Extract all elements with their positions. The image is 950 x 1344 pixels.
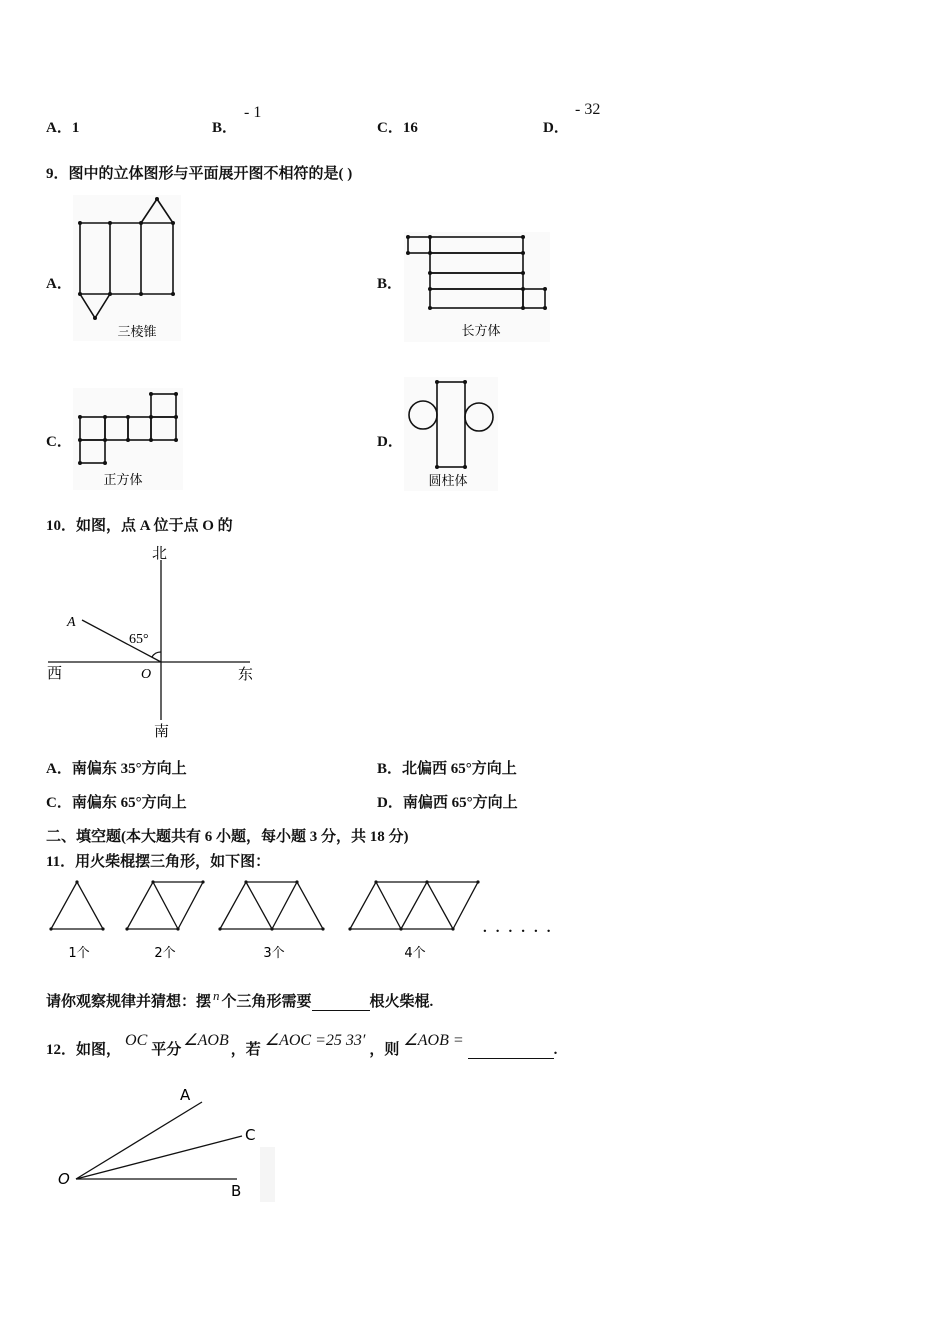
question-text: 请你观察规律并猜想：摆 bbox=[46, 994, 212, 1010]
label-c: C bbox=[245, 1126, 256, 1144]
q8-option-c bbox=[377, 116, 418, 137]
option-label: D． bbox=[377, 795, 403, 811]
compass-direction-figure bbox=[40, 540, 270, 740]
cuboid-net-figure bbox=[404, 232, 550, 342]
east-label: 东 bbox=[238, 665, 254, 683]
q8-option-d-value: - 32 bbox=[575, 101, 601, 118]
caption-4: 4个 bbox=[404, 946, 426, 961]
net-caption: 正方体 bbox=[103, 473, 143, 488]
net-caption: 三棱锥 bbox=[117, 325, 157, 340]
q10-option-a bbox=[46, 757, 187, 778]
q8-option-b-value: - 1 bbox=[244, 104, 262, 121]
answer-blank[interactable] bbox=[468, 1043, 554, 1059]
section-heading: 二、填空题(本大题共有 6 小题，每小题 3 分，共 18 分) bbox=[46, 829, 409, 845]
question-text: ，则 bbox=[369, 1042, 400, 1058]
q9-option-a-label: A． bbox=[46, 276, 72, 292]
q10-option-b bbox=[377, 757, 517, 778]
variable-n: n bbox=[213, 988, 220, 1003]
west-label: 西 bbox=[47, 664, 63, 682]
question-prefix: 12．如图， bbox=[46, 1042, 122, 1058]
question-text: 根火柴棍. bbox=[369, 994, 434, 1010]
option-text: 南偏东 35°方向上 bbox=[71, 761, 187, 777]
option-label: C． bbox=[46, 795, 72, 811]
option-label: C． bbox=[377, 120, 403, 136]
q8-option-b-label: B． bbox=[212, 120, 238, 136]
question-text: 个三角形需要 bbox=[221, 994, 312, 1010]
math-angle-aob: ∠AOB bbox=[183, 1032, 229, 1049]
question-text: ，若 bbox=[230, 1042, 261, 1058]
point-o-label: O bbox=[141, 667, 152, 682]
label-o: O bbox=[58, 1170, 70, 1188]
caption-1: 1个 bbox=[68, 946, 90, 961]
angle-bisector-figure bbox=[50, 1082, 275, 1202]
question-text: . bbox=[553, 1042, 558, 1058]
option-label: A． bbox=[46, 761, 72, 777]
south-label: 南 bbox=[154, 722, 170, 740]
q9-option-c-label: C． bbox=[46, 434, 72, 450]
caption-3: 3个 bbox=[263, 946, 285, 961]
q9-stem: 9．图中的立体图形与平面展开图不相符的是( ) bbox=[46, 166, 353, 182]
q8-option-a bbox=[46, 116, 79, 137]
option-value: 16 bbox=[402, 120, 418, 136]
matchstick-triangles-figure bbox=[40, 872, 490, 964]
option-text: 北偏西 65°方向上 bbox=[402, 761, 517, 777]
q10-stem: 10．如图，点 A 位于点 O 的 bbox=[46, 518, 233, 534]
net-caption: 圆柱体 bbox=[428, 474, 468, 489]
q11-question bbox=[46, 990, 433, 1011]
cube-net-figure bbox=[73, 388, 183, 490]
q9-option-d-label: D． bbox=[377, 434, 403, 450]
q9-option-b-label: B． bbox=[377, 276, 403, 292]
math-angle-aoc: ∠AOC =25 33′ bbox=[264, 1032, 366, 1049]
question-text: 平分 bbox=[151, 1042, 182, 1058]
label-b: B bbox=[231, 1182, 242, 1200]
q12-stem bbox=[46, 1032, 558, 1059]
option-text: 南偏西 65°方向上 bbox=[402, 795, 518, 811]
north-label: 北 bbox=[152, 544, 168, 562]
angle-label: 65° bbox=[129, 632, 149, 647]
option-label: B． bbox=[377, 761, 403, 777]
ellipsis: ...... bbox=[483, 920, 560, 936]
q11-stem: 11．用火柴棍摆三角形，如下图： bbox=[46, 854, 271, 870]
math-oc: OC bbox=[125, 1032, 148, 1049]
triangular-pyramid-net-figure bbox=[73, 195, 181, 341]
point-a-label: A bbox=[67, 615, 76, 630]
net-caption: 长方体 bbox=[461, 324, 501, 339]
option-value: 1 bbox=[71, 120, 80, 136]
math-angle-aob-result: ∠AOB = bbox=[403, 1032, 464, 1049]
cylinder-net-figure bbox=[404, 377, 498, 491]
q10-option-c bbox=[46, 791, 187, 812]
option-label: A． bbox=[46, 120, 72, 136]
q10-option-d bbox=[377, 791, 518, 812]
label-a: A bbox=[180, 1086, 191, 1104]
q8-option-d-label: D． bbox=[543, 120, 569, 136]
option-text: 南偏东 65°方向上 bbox=[71, 795, 187, 811]
caption-2: 2个 bbox=[154, 946, 176, 961]
answer-blank[interactable] bbox=[312, 995, 370, 1011]
